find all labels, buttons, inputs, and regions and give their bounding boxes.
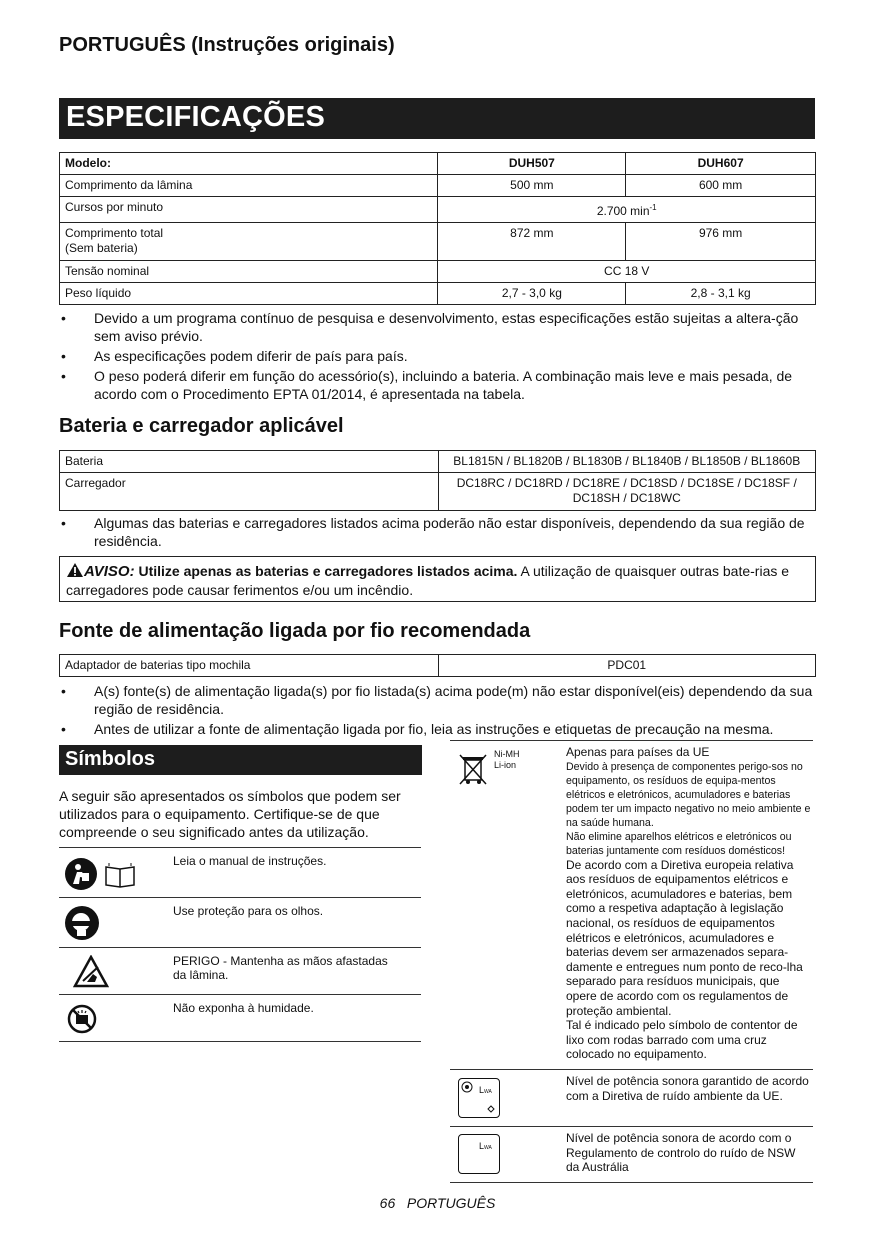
lwa-symbol: [479, 1083, 492, 1100]
footer-language: PORTUGUÊS: [406, 1195, 496, 1211]
table-row: [60, 223, 816, 261]
warning-box: [59, 556, 816, 602]
spec-notes: [59, 309, 819, 405]
spec-value: 872 mm: [438, 223, 626, 261]
specifications-table: [59, 152, 816, 305]
model-header-a: DUH507: [438, 153, 626, 175]
eye-protection-text: Use proteção para os olhos.: [173, 904, 324, 918]
spec-value: 500 mm: [438, 175, 626, 197]
lwa-subscript: WA: [484, 1145, 492, 1151]
list-item: • Devido a um programa contínuo de pesquisa e desenvolvimento, estas especificações estão sujeitas a altera-ção sem aviso prévio.: [59, 309, 819, 345]
spec-label: Modelo:: [60, 153, 438, 175]
battery-table: [59, 450, 816, 511]
list-item: [59, 948, 421, 995]
table-row: [60, 283, 816, 305]
table-row: [60, 175, 816, 197]
read-manual-text: Leia o manual de instruções.: [173, 854, 327, 868]
adapter-value: PDC01: [438, 655, 816, 677]
charger-value-line: DC18RC / DC18RD / DC18RE / DC18SD / DC18SE / DC18SF /: [456, 476, 797, 490]
model-header-b: DUH607: [626, 153, 816, 175]
power-supply-table: [59, 654, 816, 677]
list-item: • Algumas das baterias e carregadores listados acima poderão não estar disponíveis, dependendo da sua região de residência.: [59, 514, 819, 550]
list-item: [450, 1070, 813, 1127]
spec-value: [438, 197, 816, 223]
symbols-list-right: [450, 740, 813, 1183]
list-item: [450, 741, 813, 1070]
table-row: [60, 473, 816, 511]
table-row: [60, 655, 816, 677]
spec-value: 600 mm: [626, 175, 816, 197]
specifications-title: ESPECIFICAÇÕES: [59, 98, 815, 139]
warning-label: AVISO:: [84, 563, 135, 580]
charger-label: Carregador: [60, 473, 439, 511]
battery-heading: Bateria e carregador aplicável: [59, 415, 344, 437]
battery-type-line: Ni-MH: [494, 749, 520, 759]
weee-small-text: Devido à presença de componentes perigo-sos no equipamento, os resíduos de equipa-mentos elétricos e eletrónicos, acumuladores e baterias podem ter um impacto negativo no meio ambiente e na saúde humana.: [566, 760, 811, 829]
list-item: [59, 898, 421, 948]
no-humidity-text: Não exponha à humidade.: [173, 1001, 314, 1015]
strokes-unit-exponent: -1: [649, 203, 657, 212]
spec-value: 976 mm: [626, 223, 816, 261]
sound-nsw-text: Nível de potência sonora de acordo com o Regulamento de controlo do ruído de NSW da Austrália: [566, 1131, 796, 1175]
battery-type-badge: [494, 749, 520, 771]
danger-line: PERIGO - Mantenha as mãos afastadas: [173, 954, 388, 968]
eye-protection-icon: [64, 905, 100, 944]
lwa-letter: L: [479, 1085, 485, 1095]
read-manual-icon: [64, 857, 136, 894]
spec-label: [60, 223, 438, 261]
weee-body-text: De acordo com a Diretiva europeia relativa aos resíduos de equipamentos elétricos e eletrónicos, acumuladores e baterias, bem como a respetiva adaptação à legislação nacional, os resíduos de equipamentos elétricos e eletrónicos, acumuladores e baterias devem ser armazenados separa-damente e entregues num ponto de reco-lha separado para resíduos municipais, que opere de acordo com os regulamentos de proteção ambiental.: [566, 857, 803, 1018]
table-row: [60, 197, 816, 223]
spec-label: Comprimento da lâmina: [60, 175, 438, 197]
adapter-label: Adaptador de baterias tipo mochila: [60, 655, 439, 677]
list-item: • As especificações podem diferir de país para país.: [59, 347, 819, 365]
symbols-intro: A seguir são apresentados os símbolos que podem ser utilizados para o equipamento. Certifique-se de que compreende o seu significado antes da utilização.: [59, 788, 401, 840]
list-item: [59, 995, 421, 1042]
weee-small-text: Não elimine aparelhos elétricos e eletrónicos ou baterias juntamente com resíduos domésticos!: [566, 830, 792, 857]
sound-level-eu-icon: [458, 1078, 500, 1118]
lwa-subscript: WA: [484, 1089, 492, 1095]
spec-value: CC 18 V: [438, 261, 816, 283]
symbols-list-left: [59, 847, 421, 1042]
weee-text: [566, 745, 812, 1062]
table-row: [60, 451, 816, 473]
power-supply-heading: Fonte de alimentação ligada por fio recomendada: [59, 620, 531, 642]
danger-text: [173, 954, 413, 982]
spec-value: 2,8 - 3,1 kg: [626, 283, 816, 305]
spec-label-line: (Sem bateria): [65, 241, 138, 255]
no-humidity-icon: [67, 1004, 97, 1037]
symbols-title: Símbolos: [59, 745, 422, 775]
warning-text: A utilização de quaisquer outras bate-rias e carregadores pode causar ferimentos e/ou um incêndio.: [66, 563, 790, 598]
battery-notes: [59, 514, 819, 552]
hand-danger-icon: [73, 955, 109, 992]
table-row: [60, 261, 816, 283]
list-item: [59, 848, 421, 898]
spec-label: Cursos por minuto: [60, 197, 438, 223]
crossed-bin-icon: [458, 751, 488, 789]
danger-line: da lâmina.: [173, 968, 229, 982]
battery-label: Bateria: [60, 451, 439, 473]
list-item: • O peso poderá diferir em função do acessório(s), incluindo a bateria. A combinação mais leve e mais pesada, de acordo com o Procedimento EPTA 01/2014, é apresentada na tabela.: [59, 367, 819, 403]
lwa-symbol: [479, 1139, 492, 1156]
page-number: 66: [379, 1195, 396, 1211]
strokes-value: 2.700 min: [596, 204, 650, 218]
warning-triangle-icon: [66, 562, 84, 578]
charger-value: [438, 473, 816, 511]
spec-value: 2,7 - 3,0 kg: [438, 283, 626, 305]
power-supply-notes: [59, 682, 819, 740]
spec-label-line: Comprimento total: [65, 226, 164, 240]
spec-label: Peso líquido: [60, 283, 438, 305]
list-item: [450, 1127, 813, 1183]
sound-level-nsw-icon: [458, 1134, 500, 1174]
spec-label: Tensão nominal: [60, 261, 438, 283]
weee-body-text: Tal é indicado pelo símbolo de contentor de lixo com rodas barrado com uma cruz colocado no equipamento.: [566, 1018, 798, 1062]
list-item: • Antes de utilizar a fonte de alimentação ligada por fio, leia as instruções e etiquetas de precaução na mesma.: [59, 720, 819, 738]
charger-value-line: DC18SH / DC18WC: [572, 491, 681, 505]
lwa-letter: L: [479, 1141, 485, 1151]
page-footer: [0, 1195, 875, 1211]
table-row: [60, 153, 816, 175]
list-item: • A(s) fonte(s) de alimentação ligada(s) por fio listada(s) acima pode(m) não estar disponível(eis) dependendo da sua região de residência.: [59, 682, 819, 718]
page-language-title: PORTUGUÊS (Instruções originais): [59, 34, 395, 56]
sound-eu-text: Nível de potência sonora garantido de acordo com a Diretiva de ruído ambiente da UE.: [566, 1074, 809, 1103]
battery-type-line: Li-ion: [494, 760, 517, 770]
weee-title: Apenas para países da UE: [566, 745, 710, 759]
battery-value: BL1815N / BL1820B / BL1830B / BL1840B / BL1850B / BL1860B: [438, 451, 816, 473]
warning-bold-text: Utilize apenas as baterias e carregadores listados acima.: [138, 563, 518, 579]
